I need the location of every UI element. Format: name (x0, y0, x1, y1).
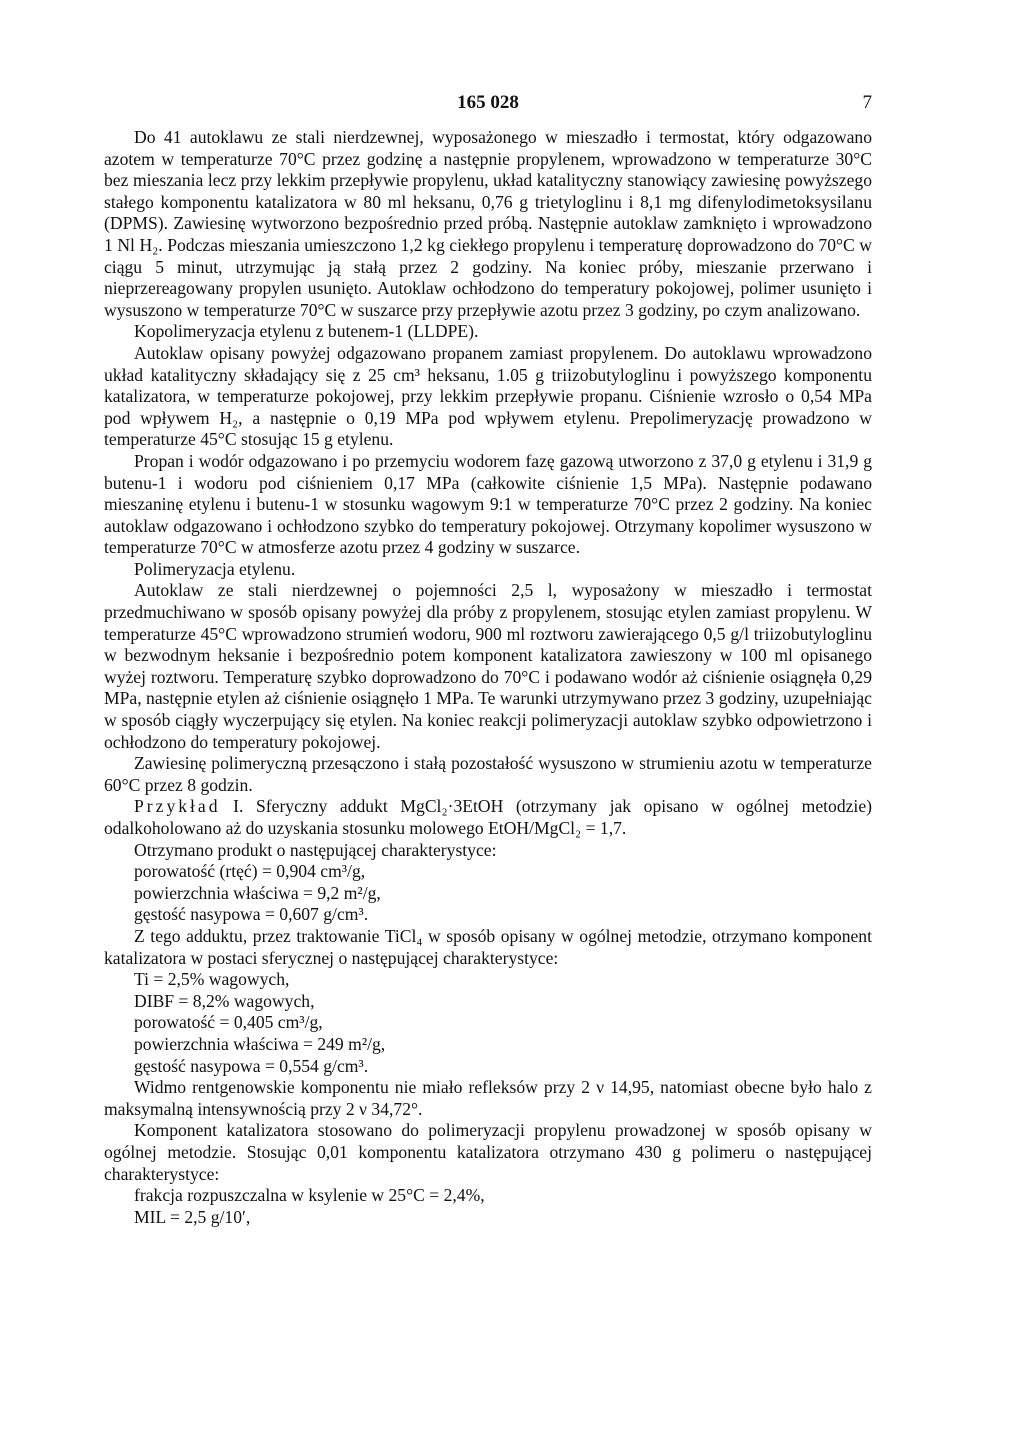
list-item: gęstość nasypowa = 0,554 g/cm³. (134, 1055, 369, 1076)
list-item: gęstość nasypowa = 0,607 g/cm³. (134, 904, 369, 925)
paragraph: Autoklaw ze stali nierdzewnej o pojemności 2,5 l, wyposażony w mieszadło i termostat przedmuchiwano w sposób opisany powyżej dla próby z propylenem, stosując etylen zamiast propylenu. W temperaturze 45°C wprowadzono strumień wodoru, 900 ml roztworu zawierającego 0,5 g/l triizobutyloglinu w bezwodnym heksanie i bezpośrednio potem komponent katalizatora zawieszony w 100 ml opisanego wyżej roztworu. Temperaturę szybko doprowadzono do 70°C i podawano wodór aż ciśnienie osiągnęła 0,29 MPa, następnie etylen aż ciśnienie osiągnęło 1 MPa. Te warunki utrzymywano przez 3 godziny, uzupełniając w sposób ciągły wyczerpujący się etylen. Na koniec reakcji polimeryzacji autoklaw szybko odpowietrzono i ochłodzono do temperatury pokojowej. (104, 580, 872, 752)
paragraph: Otrzymano produkt o następującej charakterystyce: (134, 839, 497, 860)
paragraph: Widmo rentgenowskie komponentu nie miało refleksów przy 2 ν 14,95, natomiast obecne było halo z maksymalną intensywnością przy 2 ν 34,72°. (104, 1077, 872, 1119)
list-item: powierzchnia właściwa = 9,2 m²/g, (134, 882, 381, 903)
patent-number: 165 028 (457, 92, 519, 113)
section-heading: Polimeryzacja etylenu. (134, 558, 296, 579)
paragraph: Z tego adduktu, przez traktowanie TiCl₄ w sposób opisany w ogólnej metodzie, otrzymano komponent katalizatora w postaci sferycznej o następującej charakterystyce: (104, 925, 872, 968)
section-heading: Kopolimeryzacja etylenu z butenem-1 (LLDPE). (134, 321, 479, 342)
list-item: powierzchnia właściwa = 249 m²/g, (134, 1033, 386, 1054)
page-header (104, 92, 872, 116)
paragraph: Autoklaw opisany powyżej odgazowano propanem zamiast propylenem. Do autoklawu wprowadzono układ katalityczny składający się z 25 cm³ heksanu, 1.05 g triizobutyloglinu i powyższego komponentu katalizatora, w temperaturze pokojowej, przy lekkim przepływie propanu. Ciśnienie wzrosło o 0,54 MPa pod wpływem H₂, a następnie o 0,19 MPa pod wpływem etylenu. Prepolimeryzację prowadzono w temperaturze 45°C stosując 15 g etylenu. (104, 342, 872, 450)
paragraph: Propan i wodór odgazowano i po przemyciu wodorem fazę gazową utworzono z 37,0 g etylenu i 31,9 g butenu-1 i wodoru pod ciśnieniem 0,17 MPa (całkowite ciśnienie 1,5 MPa). Następnie podawano mieszaninę etylenu i butenu-1 w stosunku wagowym 9:1 w temperaturze 70°C przez 2 godziny. Na koniec autoklaw odgazowano i ochłodzono szybko do temperatury pokojowej. Otrzymany kopolimer wysuszono w temperaturze 70°C w atmosferze azotu przez 4 godziny w suszarce. (104, 450, 872, 558)
list-item: Ti = 2,5% wagowych, (134, 969, 290, 990)
list-item: porowatość (rtęć) = 0,904 cm³/g, (134, 861, 366, 882)
document-body (104, 127, 872, 1228)
paragraph: Do 41 autoklawu ze stali nierdzewnej, wyposażonego w mieszadło i termostat, który odgazowano azotem w temperaturze 70°C przez godzinę a następnie propylenem, wprowadzono w temperaturze 30°C bez mieszania lecz przy lekkim przepływie propylenu, układ katalityczny stanowiący zawiesinę powyższego stałego komponentu katalizatora w 80 ml heksanu, 0,76 g trietyloglinu i 8,1 mg difenylodimetoksysilanu (DPMS). Zawiesinę wytworzono bezpośrednio przed próbą. Następnie autoklaw zamknięto i wprowadzono 1 Nl H₂. Podczas mieszania umieszczono 1,2 kg ciekłego propylenu i temperaturę doprowadzono do 70°C w ciągu 5 minut, utrzymując ją stałą przez 2 godziny. Na koniec próby, mieszanie przerwano i nieprzereagowany propylen usunięto. Autoklaw ochłodzono do temperatury pokojowej, polimer usunięto i wysuszono w temperaturze 70°C w suszarce przy przepływie azotu przez 3 godziny, po czym analizowano. (104, 127, 872, 320)
example-label: Przykład (134, 796, 221, 817)
example-text: I. Sferyczny addukt MgCl₂·3EtOH (otrzymany jak opisano w ogólnej metodzie) odalkoholowano aż do uzyskania stosunku molowego EtOH/MgCl₂ = 1,7. (104, 796, 872, 838)
list-item: frakcja rozpuszczalna w ksylenie w 25°C = 2,4%, (134, 1185, 485, 1206)
page-index: 7 (862, 92, 872, 113)
list-item: MIL = 2,5 g/10′, (134, 1206, 251, 1227)
list-item: DIBF = 8,2% wagowych, (134, 990, 315, 1011)
example-paragraph (104, 796, 872, 839)
paragraph: Komponent katalizatora stosowano do polimeryzacji propylenu prowadzonej w sposób opisany w ogólnej metodzie. Stosując 0,01 komponentu katalizatora otrzymano 430 g polimeru o następującej charakterystyce: (104, 1120, 872, 1184)
list-item: porowatość = 0,405 cm³/g, (134, 1012, 323, 1033)
paragraph: Zawiesinę polimeryczną przesączono i stałą pozostałość wysuszono w strumieniu azotu w temperaturze 60°C przez 8 godzin. (104, 753, 872, 795)
